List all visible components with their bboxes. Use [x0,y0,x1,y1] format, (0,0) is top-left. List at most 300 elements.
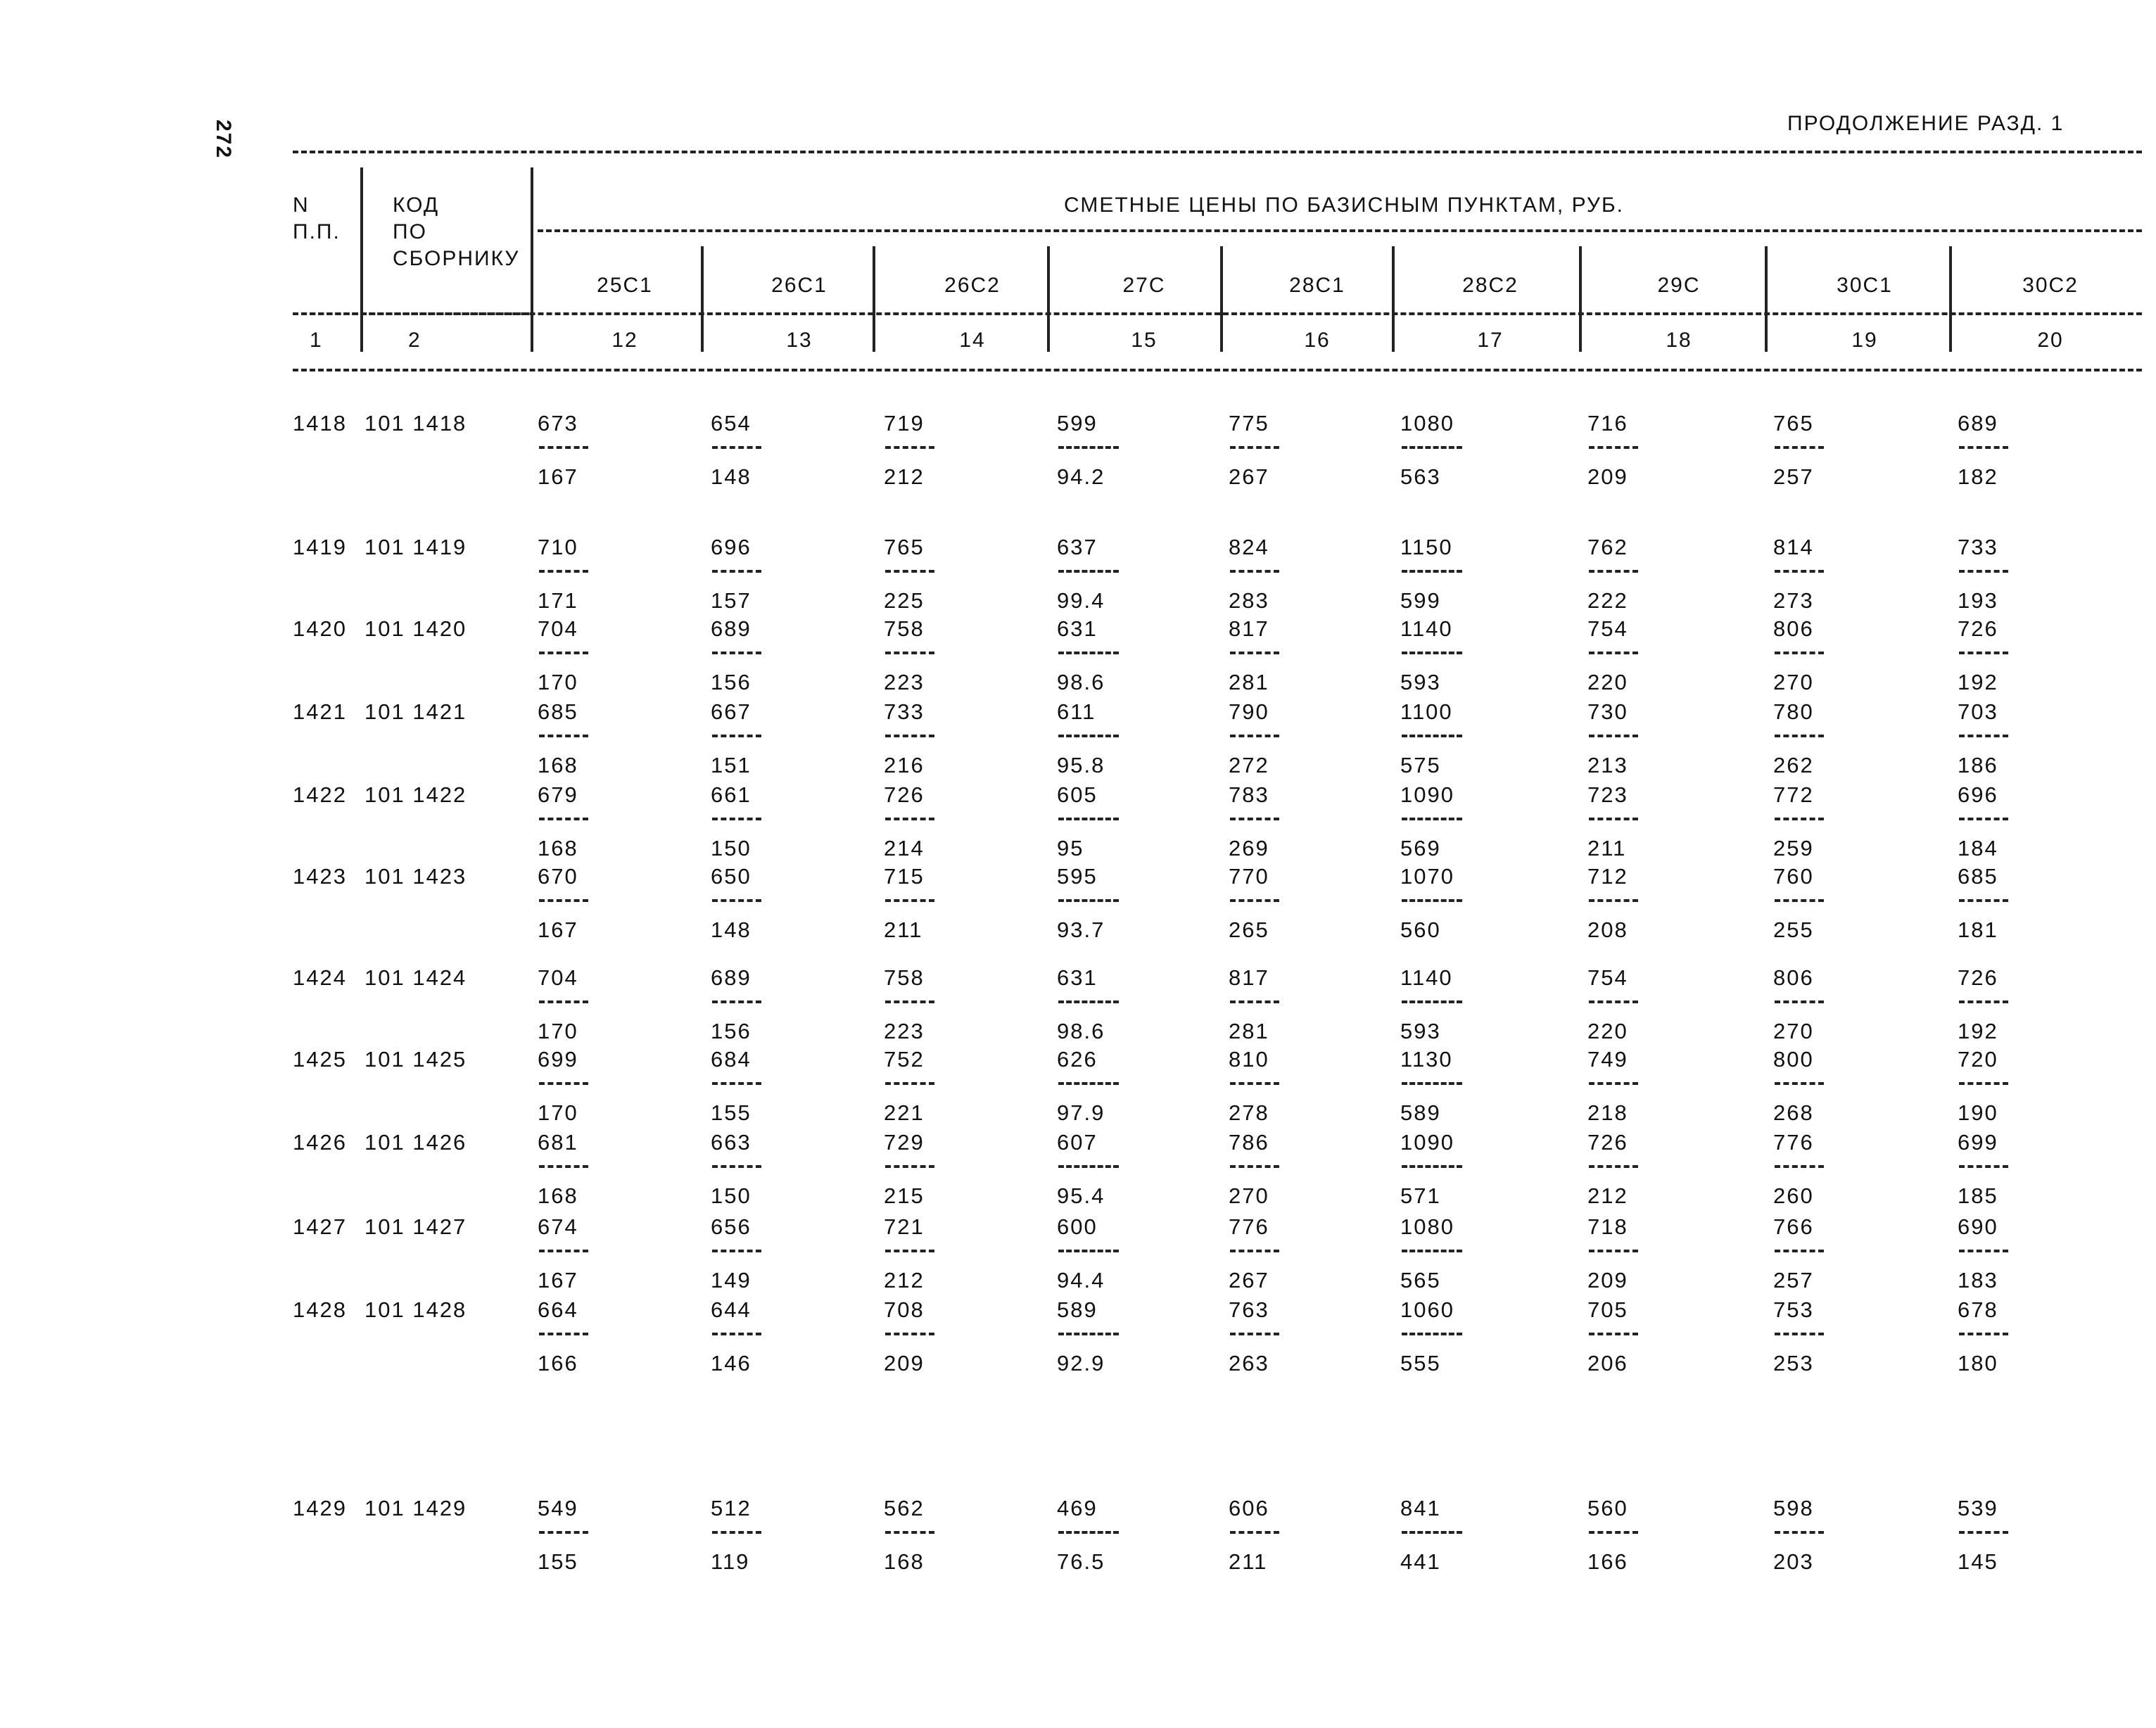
fraction-bar [1589,1333,1638,1335]
price-denominator: 151 [711,753,752,777]
price-denominator: 262 [1773,753,1814,777]
price-denominator: 170 [538,1019,578,1043]
price-numerator: 763 [1229,1297,1269,1322]
row-number: 1428 [293,1297,347,1322]
price-denominator: 441 [1400,1549,1441,1574]
fraction-bar [1402,899,1462,902]
fraction-bar [1959,818,2008,820]
price-denominator: 185 [1958,1183,1998,1208]
column-header-4: 28С1 [1289,274,1345,297]
price-denominator: 98.6 [1057,670,1105,694]
fraction-bar [1959,1333,2008,1335]
price-numerator: 607 [1057,1130,1098,1155]
price-numerator: 810 [1229,1047,1269,1072]
row-code: 101 1428 [364,1297,467,1322]
fraction-bar [1058,1531,1119,1534]
fraction-bar [1230,1333,1279,1335]
price-denominator: 155 [711,1100,752,1125]
header-bottom-rule [293,369,2142,371]
price-denominator: 119 [711,1549,750,1574]
fraction-bar [712,1250,761,1252]
price-numerator: 631 [1057,965,1098,990]
column-divider [701,246,704,352]
fraction-bar [1775,818,1824,820]
price-denominator: 263 [1229,1351,1269,1376]
price-denominator: 94.4 [1057,1268,1105,1292]
price-denominator: 222 [1587,588,1628,613]
fraction-bar [1402,1000,1462,1003]
column-header-6: 29С [1657,274,1701,297]
price-numerator: 754 [1587,616,1628,641]
column-number-0: 1 [310,329,323,352]
prices-sub-rule [538,229,2142,232]
fraction-bar [1775,570,1824,573]
price-denominator: 95 [1057,836,1084,860]
price-numerator: 1080 [1400,411,1454,436]
price-numerator: 673 [538,411,578,436]
fraction-bar [885,570,934,573]
row-number: 1418 [293,411,347,436]
fraction-bar [1230,446,1279,449]
fraction-bar [539,899,588,902]
price-numerator: 780 [1773,699,1814,724]
fraction-bar [885,1000,934,1003]
price-numerator: 753 [1773,1297,1814,1322]
fraction-bar [1959,1082,2008,1085]
fraction-bar [1589,446,1638,449]
fraction-bar [1058,652,1119,654]
fraction-bar [1589,735,1638,737]
price-numerator: 726 [1958,616,1998,641]
fraction-bar [1058,570,1119,573]
price-numerator: 786 [1229,1130,1269,1155]
price-numerator: 699 [1958,1130,1998,1155]
price-numerator: 667 [711,699,752,724]
price-denominator: 212 [884,1268,925,1292]
price-numerator: 817 [1229,616,1269,641]
price-denominator: 260 [1773,1183,1814,1208]
price-denominator: 180 [1958,1351,1998,1376]
price-numerator: 637 [1057,535,1098,559]
price-denominator: 182 [1958,464,1998,489]
header-po: ПО [393,220,427,243]
fraction-bar [1589,899,1638,902]
price-numerator: 726 [884,782,925,807]
price-numerator: 766 [1773,1214,1814,1239]
fraction-bar [1058,1165,1119,1168]
price-denominator: 192 [1958,1019,1998,1043]
price-denominator: 599 [1400,588,1441,613]
price-numerator: 715 [884,864,925,889]
continuation-label: ПРОДОЛЖЕНИЕ РАЗД. 1 [1787,112,2065,135]
price-denominator: 270 [1773,670,1814,694]
price-denominator: 555 [1400,1351,1441,1376]
fraction-bar [1402,735,1462,737]
prices-title: СМЕТНЫЕ ЦЕНЫ ПО БАЗИСНЫМ ПУНКТАМ, РУБ. [1064,193,1624,217]
price-denominator: 215 [884,1183,925,1208]
price-numerator: 716 [1587,411,1628,436]
fraction-bar [1402,1165,1462,1168]
fraction-bar [1775,1531,1824,1534]
price-denominator: 184 [1958,836,1998,860]
price-denominator: 211 [1587,836,1627,860]
price-denominator: 168 [538,753,578,777]
price-denominator: 211 [884,917,923,942]
row-code: 101 1419 [364,535,467,559]
price-numerator: 800 [1773,1047,1814,1072]
price-numerator: 705 [1587,1297,1628,1322]
price-numerator: 696 [1958,782,1998,807]
price-denominator: 97.9 [1057,1100,1105,1125]
price-numerator: 626 [1057,1047,1098,1072]
header-top-rule [293,151,2142,153]
column-divider [531,167,533,238]
price-numerator: 776 [1773,1130,1814,1155]
column-divider [873,246,875,352]
price-numerator: 730 [1587,699,1628,724]
price-numerator: 684 [711,1047,752,1072]
price-numerator: 599 [1057,411,1098,436]
price-denominator: 212 [884,464,925,489]
price-denominator: 593 [1400,670,1441,694]
page-number: 272 [212,120,235,160]
fraction-bar [539,1250,588,1252]
price-denominator: 268 [1773,1100,1814,1125]
fraction-bar [1058,818,1119,820]
fraction-bar [1230,1250,1279,1252]
price-numerator: 718 [1587,1214,1628,1239]
price-numerator: 760 [1773,864,1814,889]
fraction-bar [1058,1250,1119,1252]
price-denominator: 223 [884,670,925,694]
header-kod: КОД [393,193,440,217]
column-header-5: 28С2 [1462,274,1518,297]
price-denominator: 281 [1229,1019,1269,1043]
price-numerator: 719 [884,411,925,436]
price-denominator: 223 [884,1019,925,1043]
price-numerator: 605 [1057,782,1098,807]
price-denominator: 211 [1229,1549,1268,1574]
price-denominator: 156 [711,670,752,694]
price-numerator: 1090 [1400,1130,1454,1155]
price-numerator: 689 [711,616,752,641]
price-denominator: 148 [711,464,752,489]
price-numerator: 762 [1587,535,1628,559]
row-number: 1425 [293,1047,347,1072]
fraction-bar [539,446,588,449]
fraction-bar [1959,1531,2008,1534]
price-numerator: 664 [538,1297,578,1322]
price-denominator: 145 [1958,1549,1998,1574]
price-numerator: 1090 [1400,782,1454,807]
column-divider [1392,246,1395,352]
row-number: 1424 [293,965,347,990]
price-denominator: 565 [1400,1268,1441,1292]
column-header-2: 26С2 [944,274,1001,297]
price-numerator: 611 [1057,699,1096,724]
price-denominator: 183 [1958,1268,1998,1292]
price-denominator: 273 [1773,588,1814,613]
price-numerator: 539 [1958,1496,1998,1520]
price-numerator: 765 [884,535,925,559]
price-denominator: 155 [538,1549,578,1574]
fraction-bar [1058,1000,1119,1003]
price-numerator: 589 [1057,1297,1098,1322]
row-code: 101 1429 [364,1496,467,1520]
fraction-bar [1959,1000,2008,1003]
price-numerator: 1140 [1400,616,1453,641]
price-denominator: 170 [538,670,578,694]
fraction-bar [1589,652,1638,654]
price-denominator: 166 [538,1351,578,1376]
price-numerator: 783 [1229,782,1269,807]
row-code: 101 1425 [364,1047,467,1072]
row-code: 101 1424 [364,965,467,990]
price-denominator: 225 [884,588,925,613]
column-divider [1949,246,1952,352]
fraction-bar [1402,1082,1462,1085]
price-numerator: 690 [1958,1214,1998,1239]
price-numerator: 512 [711,1496,752,1520]
price-denominator: 166 [1587,1549,1628,1574]
price-denominator: 214 [884,836,925,860]
price-denominator: 593 [1400,1019,1441,1043]
price-numerator: 814 [1773,535,1814,559]
fraction-bar [1775,446,1824,449]
fraction-bar [1230,818,1279,820]
fraction-bar [539,1531,588,1534]
price-numerator: 806 [1773,616,1814,641]
header-sborniku: СБОРНИКУ [393,247,520,270]
fraction-bar [539,570,588,573]
price-numerator: 469 [1057,1496,1098,1520]
price-numerator: 720 [1958,1047,1998,1072]
price-numerator: 1130 [1400,1047,1453,1072]
price-denominator: 220 [1587,670,1628,694]
column-divider [1220,246,1223,352]
header-n: N [293,193,310,217]
header-pp: П.П. [293,220,341,243]
fraction-bar [539,1333,588,1335]
price-numerator: 598 [1773,1496,1814,1520]
price-denominator: 168 [538,1183,578,1208]
fraction-bar [1959,899,2008,902]
price-denominator: 267 [1229,464,1269,489]
price-denominator: 99.4 [1057,588,1105,613]
fraction-bar [712,818,761,820]
fraction-bar [712,735,761,737]
price-numerator: 656 [711,1214,752,1239]
price-numerator: 708 [884,1297,925,1322]
price-numerator: 723 [1587,782,1628,807]
fraction-bar [885,1082,934,1085]
price-denominator: 560 [1400,917,1441,942]
fraction-bar [539,735,588,737]
fraction-bar [1775,1165,1824,1168]
price-numerator: 726 [1958,965,1998,990]
column-number-3: 13 [786,329,813,352]
price-numerator: 721 [884,1214,925,1239]
price-numerator: 678 [1958,1297,1998,1322]
price-numerator: 681 [538,1130,578,1155]
price-numerator: 733 [884,699,925,724]
price-numerator: 663 [711,1130,752,1155]
fraction-bar [1589,1000,1638,1003]
column-number-10: 20 [2037,329,2064,352]
price-numerator: 1150 [1400,535,1453,559]
column-number-5: 15 [1131,329,1158,352]
fraction-bar [1058,1333,1119,1335]
fraction-bar [1402,570,1462,573]
fraction-bar [1230,735,1279,737]
fraction-bar [712,1000,761,1003]
price-numerator: 749 [1587,1047,1628,1072]
price-denominator: 209 [1587,464,1628,489]
price-numerator: 1100 [1400,699,1453,724]
fraction-bar [539,1000,588,1003]
fraction-bar [885,1250,934,1252]
fraction-bar [1402,1333,1462,1335]
fraction-bar [1959,446,2008,449]
fraction-bar [1589,1082,1638,1085]
price-denominator: 212 [1587,1183,1628,1208]
fraction-bar [1589,1250,1638,1252]
row-code: 101 1421 [364,699,467,724]
row-code: 101 1427 [364,1214,467,1239]
price-numerator: 689 [711,965,752,990]
fraction-bar [885,1165,934,1168]
fraction-bar [1230,1000,1279,1003]
price-denominator: 269 [1229,836,1269,860]
fraction-bar [712,1531,761,1534]
row-code: 101 1423 [364,864,467,889]
price-denominator: 283 [1229,588,1269,613]
row-code: 101 1426 [364,1130,467,1155]
price-denominator: 168 [884,1549,925,1574]
fraction-bar [1230,1082,1279,1085]
price-numerator: 754 [1587,965,1628,990]
price-denominator: 92.9 [1057,1351,1105,1376]
column-number-7: 17 [1477,329,1504,352]
fraction-bar [885,818,934,820]
price-denominator: 589 [1400,1100,1441,1125]
fraction-bar [1058,1082,1119,1085]
price-denominator: 95.4 [1057,1183,1105,1208]
column-divider [1765,246,1768,352]
price-denominator: 186 [1958,753,1998,777]
price-denominator: 167 [538,1268,578,1292]
fraction-bar [1589,818,1638,820]
price-numerator: 644 [711,1297,752,1322]
price-numerator: 752 [884,1047,925,1072]
fraction-bar [712,1165,761,1168]
fraction-bar [885,735,934,737]
row-number: 1429 [293,1496,347,1520]
price-numerator: 758 [884,616,925,641]
price-numerator: 790 [1229,699,1269,724]
fraction-bar [1959,1250,2008,1252]
fraction-bar [539,1165,588,1168]
column-number-6: 16 [1304,329,1331,352]
price-denominator: 146 [711,1351,752,1376]
fraction-bar [1589,1165,1638,1168]
price-numerator: 699 [538,1047,578,1072]
fraction-bar [1775,1333,1824,1335]
price-denominator: 76.5 [1057,1549,1105,1574]
fraction-bar [1589,570,1638,573]
price-denominator: 253 [1773,1351,1814,1376]
price-numerator: 650 [711,864,752,889]
column-header-0: 25С1 [597,274,653,297]
price-denominator: 270 [1229,1183,1269,1208]
price-denominator: 94.2 [1057,464,1105,489]
left-block-rule [293,312,529,315]
price-numerator: 595 [1057,864,1098,889]
price-numerator: 631 [1057,616,1098,641]
price-denominator: 98.6 [1057,1019,1105,1043]
fraction-bar [1402,1531,1462,1534]
fraction-bar [1230,570,1279,573]
fraction-bar [1402,818,1462,820]
price-denominator: 209 [884,1351,925,1376]
price-numerator: 1070 [1400,864,1454,889]
price-denominator: 192 [1958,670,1998,694]
column-header-1: 26С1 [771,274,827,297]
price-denominator: 190 [1958,1100,1998,1125]
price-denominator: 216 [884,753,925,777]
column-number-4: 14 [959,329,986,352]
price-numerator: 817 [1229,965,1269,990]
price-denominator: 149 [711,1268,752,1292]
price-numerator: 1140 [1400,965,1453,990]
header-columns-rule [293,312,2142,315]
price-denominator: 193 [1958,588,1998,613]
fraction-bar [539,1082,588,1085]
price-denominator: 257 [1773,464,1814,489]
row-code: 101 1420 [364,616,467,641]
price-numerator: 841 [1400,1496,1441,1520]
price-denominator: 167 [538,464,578,489]
price-denominator: 203 [1773,1549,1814,1574]
price-numerator: 710 [538,535,578,559]
price-denominator: 257 [1773,1268,1814,1292]
price-denominator: 171 [538,588,578,613]
price-numerator: 733 [1958,535,1998,559]
fraction-bar [885,1531,934,1534]
price-numerator: 703 [1958,699,1998,724]
price-denominator: 156 [711,1019,752,1043]
price-numerator: 606 [1229,1496,1269,1520]
fraction-bar [1058,899,1119,902]
price-numerator: 654 [711,411,752,436]
price-denominator: 157 [711,588,752,613]
fraction-bar [712,652,761,654]
price-numerator: 775 [1229,411,1269,436]
row-number: 1422 [293,782,347,807]
column-header-8: 30С2 [2022,274,2079,297]
column-number-2: 12 [611,329,638,352]
price-numerator: 726 [1587,1130,1628,1155]
price-denominator: 208 [1587,917,1628,942]
fraction-bar [1402,652,1462,654]
fraction-bar [885,1333,934,1335]
price-denominator: 221 [884,1100,925,1125]
price-numerator: 674 [538,1214,578,1239]
price-numerator: 1080 [1400,1214,1454,1239]
fraction-bar [1589,1531,1638,1534]
row-code: 101 1422 [364,782,467,807]
fraction-bar [1775,1000,1824,1003]
